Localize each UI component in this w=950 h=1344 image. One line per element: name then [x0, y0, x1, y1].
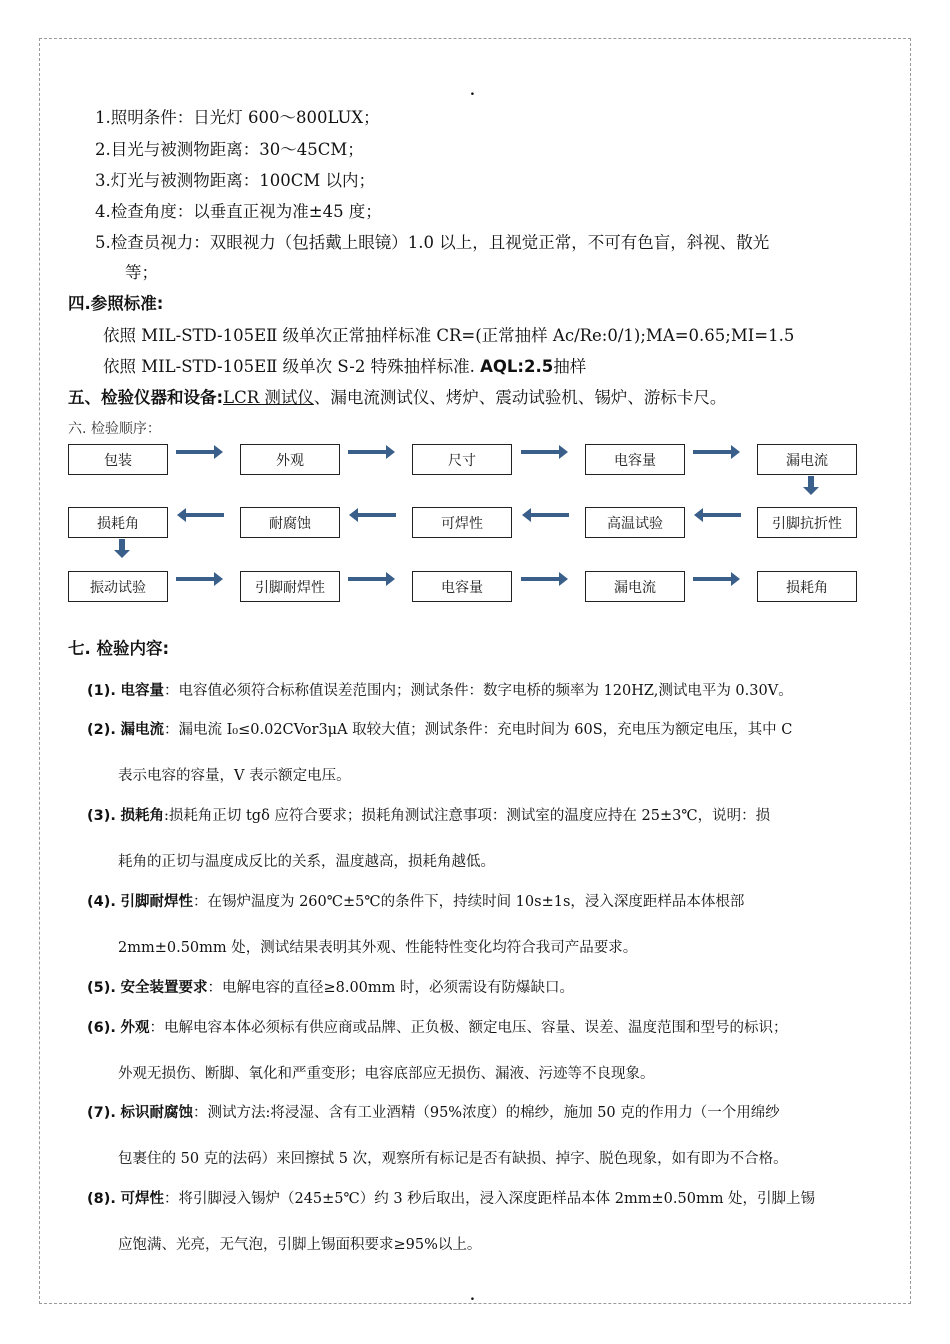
item-7-line-2: 包裹住的 50 克的法码）来回擦拭 5 次，观察所有标记是否有缺损、掉字、脱色现象，如有即为不合格。: [118, 1151, 788, 1167]
section4-aql: AQL:2.5: [480, 357, 554, 376]
item-1-line-1: [87, 680, 793, 702]
item-7-line-1: [87, 1102, 780, 1124]
item-4-label: 引脚耐焊性: [120, 894, 193, 910]
item-4-text: ：在锡炉温度为 260℃±5℃的条件下，持续时间 10s±1s，浸入深度距样品本体根部: [192, 894, 745, 910]
condition-3: 3.灯光与被测物距离：100CM 以内；: [95, 171, 376, 190]
flow-box-lead-bend: 引脚抗折性: [757, 507, 857, 538]
section4-line2-suffix: 抽样: [553, 357, 587, 376]
flow-box-capacitance: 电容量: [585, 444, 685, 475]
arrow-right-icon: [693, 444, 741, 460]
arrow-right-icon: [693, 571, 741, 587]
section5-title: 五、检验仪器和设备:: [68, 388, 224, 407]
item-5-num: (5).: [87, 980, 116, 996]
condition-5-cont: 等；: [125, 263, 158, 282]
footer-dot: .: [470, 1288, 475, 1304]
item-7-num: (7).: [87, 1105, 116, 1121]
item-6-line-1: [87, 1017, 787, 1039]
item-5-line-1: [87, 977, 574, 999]
flow-box-loss-angle-2: 损耗角: [757, 571, 857, 602]
arrow-right-icon: [348, 444, 396, 460]
arrow-left-icon: [521, 507, 569, 523]
item-3-text: :损耗角正切 tgδ 应符合要求；损耗角测试注意事项：测试室的温度应持在 25±3℃，说明：损: [163, 808, 771, 824]
flow-box-solder-heat: 引脚耐焊性: [240, 571, 340, 602]
flow-box-solderability: 可焊性: [412, 507, 512, 538]
item-1-text: ：电容值必须符合标称值误差范围内；测试条件：数字电桥的频率为 120HZ,测试电平为 0.30V。: [163, 683, 793, 699]
section5-line: [68, 387, 726, 409]
arrow-right-icon: [521, 444, 569, 460]
item-5-label: 安全装置要求: [120, 980, 208, 996]
arrow-left-icon: [176, 507, 224, 523]
arrow-right-icon: [176, 444, 224, 460]
arrow-right-icon: [176, 571, 224, 587]
item-2-label: 漏电流: [120, 722, 164, 738]
section4-title: 四.参照标准:: [68, 294, 164, 313]
item-7-text: ：测试方法:将浸湿、含有工业酒精（95%浓度）的棉纱，施加 50 克的作用力（一个用绵纱: [192, 1105, 780, 1121]
flow-box-vibration: 振动试验: [68, 571, 168, 602]
condition-4: 4.检查角度：以垂直正视为准±45 度；: [95, 202, 382, 221]
section4-line2: [103, 356, 586, 378]
flow-box-leakage-2: 漏电流: [585, 571, 685, 602]
item-3-num: (3).: [87, 808, 116, 824]
flow-box-capacitance-2: 电容量: [412, 571, 512, 602]
section5-rest: 、漏电流测试仪、烤炉、震动试验机、锡炉、游标卡尺。: [313, 388, 727, 407]
arrow-left-icon: [348, 507, 396, 523]
section7-title: 七. 检验内容:: [68, 639, 170, 658]
section4-line1: 依照 MIL-STD-105EⅡ 级单次正常抽样标准 CR=(正常抽样 Ac/Re:0/1);MA=0.65;MI=1.5: [103, 326, 795, 345]
item-1-num: (1).: [87, 683, 116, 699]
flow-box-packaging: 包装: [68, 444, 168, 475]
item-6-text: ：电解电容本体必须标有供应商或品牌、正负极、额定电压、容量、误差、温度范围和型号的标识；: [149, 1020, 788, 1036]
section4-line2-prefix: 依照 MIL-STD-105EⅡ 级单次 S-2 特殊抽样标准.: [103, 357, 475, 376]
item-8-line-2: 应饱满、光亮，无气泡，引脚上锡面积要求≥95%以上。: [118, 1237, 482, 1253]
item-7-label: 标识耐腐蚀: [120, 1105, 193, 1121]
condition-2: 2.目光与被测物距离：30～45CM；: [95, 140, 364, 159]
item-2-num: (2).: [87, 722, 116, 738]
item-3-line-2: 耗角的正切与温度成反比的关系，温度越高，损耗角越低。: [118, 854, 495, 870]
condition-5: 5.检查员视力：双眼视力（包括戴上眼镜）1.0 以上，且视觉正常，不可有色盲，斜视、散光: [95, 233, 770, 252]
item-8-line-1: [87, 1188, 815, 1210]
arrow-left-icon: [693, 507, 741, 523]
flow-box-dimension: 尺寸: [412, 444, 512, 475]
item-8-text: ：将引脚浸入锡炉（245±5℃）约 3 秒后取出，浸入深度距样品本体 2mm±0.50mm 处，引脚上锡: [163, 1191, 816, 1207]
item-5-text: ：电解电容的直径≥8.00mm 时，必须需设有防爆缺口。: [207, 980, 575, 996]
item-6-label: 外观: [120, 1020, 150, 1036]
section6-title: 六. 检验顺序：: [68, 421, 161, 437]
item-2-text: ：漏电流 I₀≤0.02CVor3μA 取较大值；测试条件：充电时间为 60S，充电压为额定电压，其中 C: [163, 722, 793, 738]
item-1-label: 电容量: [120, 683, 164, 699]
header-dot: .: [470, 83, 475, 99]
item-6-num: (6).: [87, 1020, 116, 1036]
condition-1: 1.照明条件：日光灯 600～800LUX；: [95, 108, 380, 127]
arrow-down-icon: [114, 539, 130, 559]
flow-box-corrosion: 耐腐蚀: [240, 507, 340, 538]
arrow-down-icon: [803, 476, 819, 496]
section5-lcr: LCR 测试仪: [223, 388, 314, 407]
item-4-num: (4).: [87, 894, 116, 910]
item-4-line-2: 2mm±0.50mm 处，测试结果表明其外观、性能特性变化均符合我司产品要求。: [118, 940, 638, 956]
item-8-label: 可焊性: [120, 1191, 164, 1207]
item-3-line-1: [87, 805, 770, 827]
item-6-line-2: 外观无损伤、断脚、氧化和严重变形；电容底部应无损伤、漏液、污迹等不良现象。: [118, 1066, 655, 1082]
item-8-num: (8).: [87, 1191, 116, 1207]
flow-box-appearance: 外观: [240, 444, 340, 475]
item-2-line-1: [87, 719, 792, 741]
flow-box-loss-angle: 损耗角: [68, 507, 168, 538]
flow-box-leakage: 漏电流: [757, 444, 857, 475]
item-3-label: 损耗角: [120, 808, 164, 824]
arrow-right-icon: [348, 571, 396, 587]
flow-box-high-temp: 高温试验: [585, 507, 685, 538]
arrow-right-icon: [521, 571, 569, 587]
item-4-line-1: [87, 891, 744, 913]
item-2-line-2: 表示电容的容量，V 表示额定电压。: [118, 768, 351, 784]
